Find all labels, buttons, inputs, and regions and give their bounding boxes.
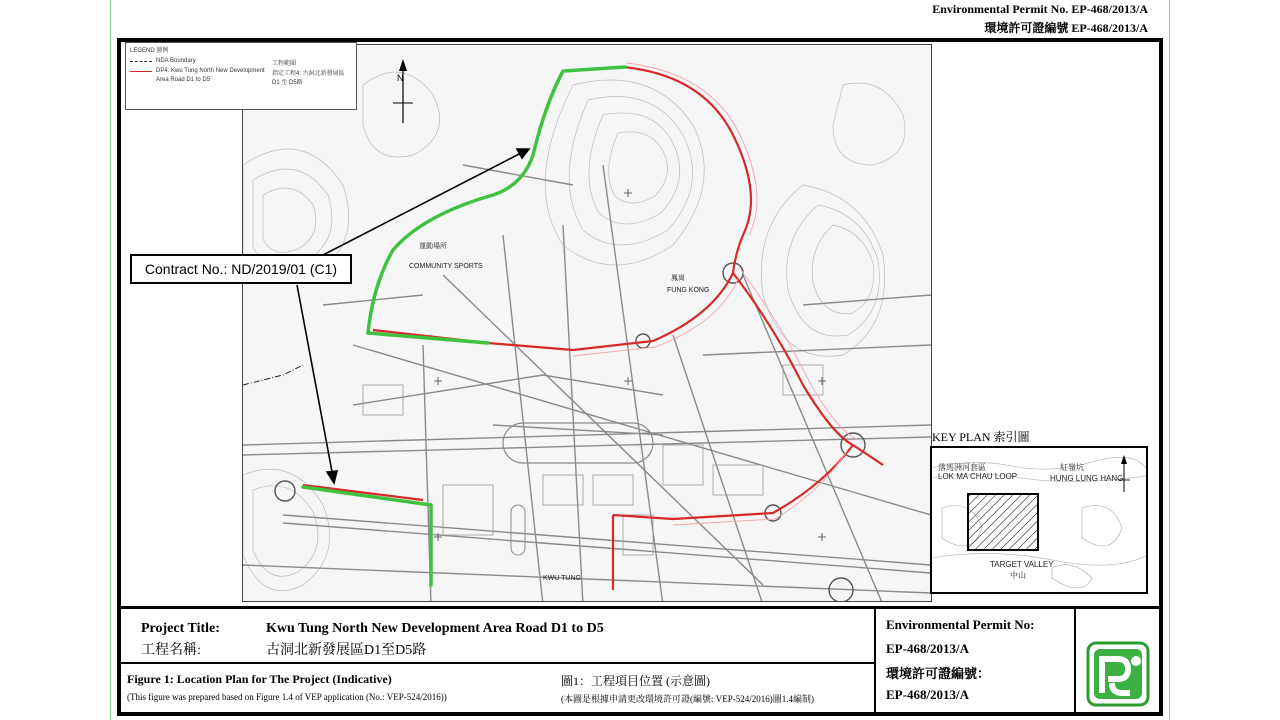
map-legend [125, 42, 357, 110]
label-community-sports: COMMUNITY SPORTS [409, 263, 483, 270]
legend-item-road [130, 77, 210, 83]
keyplan-title: KEY PLAN 索引圖 [932, 430, 1030, 444]
north-arrow [393, 59, 413, 123]
contract-c1-roads [303, 67, 625, 585]
figure-title: Figure 1: Location Plan for The Project (Indicative) [127, 672, 392, 686]
epd-logo-cell [1078, 609, 1159, 712]
environmental-permit-cell [878, 609, 1076, 712]
legend-item-dp4 [130, 68, 265, 74]
keyplan-hung-lung-hang: HUNG LUNG HANG [1050, 474, 1124, 483]
contract-callout: Contract No.: ND/2019/01 (C1) [130, 254, 352, 284]
legend-title: LEGEND 圖例 [130, 48, 169, 54]
callout-arrows [297, 149, 529, 483]
keyplan-target-valley-zh: 中山 [1010, 571, 1026, 580]
label-fung-kong: FUNG KONG [667, 287, 710, 294]
permit-number-en: Environmental Permit No. EP-468/2013/A [932, 2, 1148, 16]
figure-note-zh: (本圖是根據申請更改環境許可證(編號: VEP-524/2016)圖1.4編制) [561, 694, 814, 704]
oval-track [511, 505, 525, 555]
ep-label-zh: 環境許可證編號： [886, 666, 991, 681]
project-roads-outline [573, 63, 857, 525]
legend-label-dp4: DP4: Kwu Tung North New Development [156, 68, 265, 74]
project-site-hatch [968, 494, 1038, 550]
legend-swatch-nda [130, 61, 152, 62]
legend-label-road: Area Road D1 to D5 [156, 77, 211, 83]
figure-caption-cell [121, 664, 876, 712]
project-roads-d1-d5 [303, 67, 883, 590]
epd-logo [1078, 609, 1159, 712]
roundabouts [275, 263, 865, 601]
keyplan-target-valley: TARGET VALLEY [990, 560, 1054, 569]
project-title-zh: 古洞北新發展區D1至D5路 [266, 643, 427, 658]
figure-title-zh: 圖1：工程項目位置 (示意圖) [561, 674, 710, 688]
legend-label-nda-zh: 工程範圍 [272, 61, 297, 67]
keyplan-lok-ma-chau: LOK MA CHAU LOOP [938, 472, 1018, 481]
ep-label: Environmental Permit No: [886, 617, 1035, 632]
legend-label-road-zh: D1 至 D5路 [272, 80, 303, 86]
map-drawing [243, 45, 931, 601]
legend-label-nda: NDA Boundary [156, 58, 196, 64]
permit-number-zh: 環境許可證編號 EP-468/2013/A [984, 21, 1148, 35]
ep-value: EP-468/2013/A [886, 641, 970, 656]
figure-note: (This figure was prepared based on Figure 1.4 of VEP application (No.: VEP-524/2016)) [127, 692, 447, 702]
nda-boundary [243, 365, 303, 385]
keyplan-hung-lung-hang-zh: 紅嶺坑 [1060, 463, 1084, 472]
terrain-contours [243, 72, 905, 591]
ep-value-2: EP-468/2013/A [886, 687, 970, 702]
legend-item-nda-boundary [130, 58, 196, 64]
title-block [121, 606, 1159, 712]
key-plan [930, 446, 1148, 594]
project-title-label: Project Title: [141, 621, 220, 636]
location-map [242, 44, 932, 602]
label-fung-kong-zh: 鳳崗 [671, 275, 685, 282]
label-community-sports-zh: 運動場所 [419, 243, 447, 250]
svg-text:N: N [397, 73, 404, 83]
project-title-cell [121, 609, 876, 664]
project-title: Kwu Tung North New Development Area Road D1 to D5 [266, 621, 604, 636]
legend-label-dp4-zh: 指定工程4: 古洞北新發展區 [272, 71, 345, 77]
legend-swatch-dp4 [130, 71, 152, 72]
keyplan-lok-ma-chau-zh: 落馬洲河套區 [938, 463, 986, 472]
project-title-label-zh: 工程名稱: [141, 643, 201, 658]
label-kwu-tung: KWU TUNG [543, 575, 581, 582]
